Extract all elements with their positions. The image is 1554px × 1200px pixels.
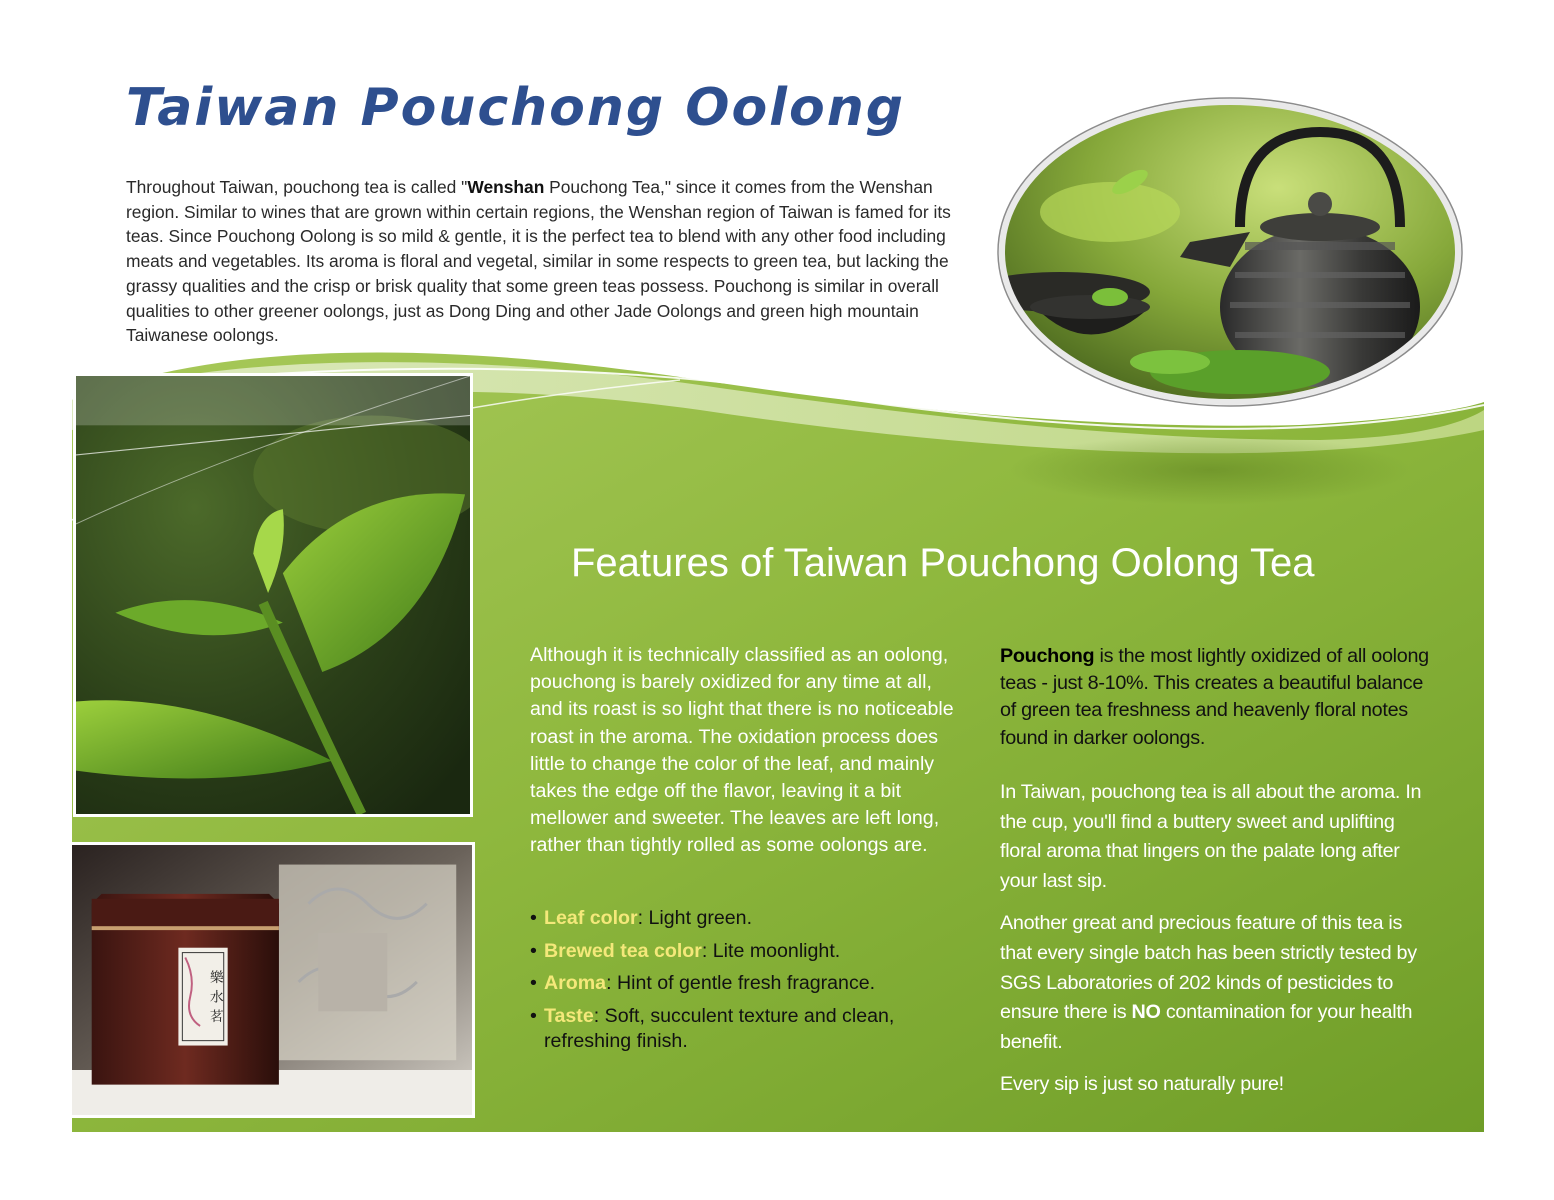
right-paragraph-2: In Taiwan, pouchong tea is all about the aroma. In the cup, you'll find a buttery sweet and uplifting floral aroma that lingers on the palate long after your last sip.: [1000, 780, 1422, 893]
tin-label-char-1: 樂: [209, 969, 224, 986]
tin-label-char-3: 茗: [209, 1009, 224, 1026]
right-paragraph-4: Every sip is just so naturally pure!: [1000, 1072, 1284, 1095]
page-title: Taiwan Pouchong Oolong: [126, 78, 905, 138]
tea-tin-photo: [69, 842, 475, 1118]
bullet-dot-icon: •: [530, 1004, 537, 1027]
features-left-paragraph: Although it is technically classified as an oolong, pouchong is barely oxidized for any time at all, and its roast is so light that there is no noticeable roast in the aroma. The oxidation process does little to change the color of the leaf, and mainly takes the edge off the flavor, leaving it a bit mellower and sweeter. The leaves are left long, rather than tightly rolled as some oolongs are.: [530, 644, 954, 857]
features-bullet-list: [530, 906, 960, 1062]
intro-bold-wenshan: Wenshan: [467, 177, 545, 197]
bullet-brewed-tea-color: • Brewed tea color: Lite moonlight.: [530, 939, 960, 965]
bullet-dot-icon: •: [530, 907, 537, 929]
bullet-dot-icon: •: [530, 939, 537, 962]
features-right-column: [1000, 643, 1430, 1100]
bullet-leaf-color: • Leaf color: Light green.: [530, 906, 960, 932]
teapot-photo: [990, 92, 1470, 412]
bullet-aroma: • Aroma: Hint of gentle fresh fragrance.: [530, 971, 960, 997]
tin-label-char-2: 水: [209, 989, 224, 1006]
bullet-taste: • Taste: Soft, succulent texture and clean, refreshing finish.: [530, 1004, 895, 1052]
intro-paragraph: Throughout Taiwan, pouchong tea is called "Wenshan Pouchong Tea," since it comes from the Wenshan region. Similar to wines that are grown within certain regions, the Wenshan region of Taiwan is famed for its teas. Since Pouchong Oolong is so mild & gentle, it is the perfect tea to blend with any other food including meats and vegetables. Its aroma is floral and vegetal, similar in some respects to green tea, but lacking the grassy qualities and the crisp or brisk quality that some green teas possess. Pouchong is similar in overall qualities to other greener oolongs, just as Dong Ding and other Jade Oolongs and green high mountain Taiwanese oolongs.: [126, 177, 951, 346]
bullet-dot-icon: •: [530, 972, 537, 994]
right-paragraph-3: Another great and precious feature of this tea is that every single batch has been strictly tested by SGS Laboratories of 202 kinds of pesticides to ensure there is NO contamination for your health benefit.: [1000, 912, 1417, 1054]
right-paragraph-1: Pouchong is the most lightly oxidized of all oolong teas - just 8-10%. This creates a beautiful balance of green tea freshness and heavenly floral notes found in darker oolongs.: [1000, 645, 1429, 749]
features-heading: Features of Taiwan Pouchong Oolong Tea: [571, 541, 1315, 585]
tea-leaf-photo: [73, 373, 473, 817]
